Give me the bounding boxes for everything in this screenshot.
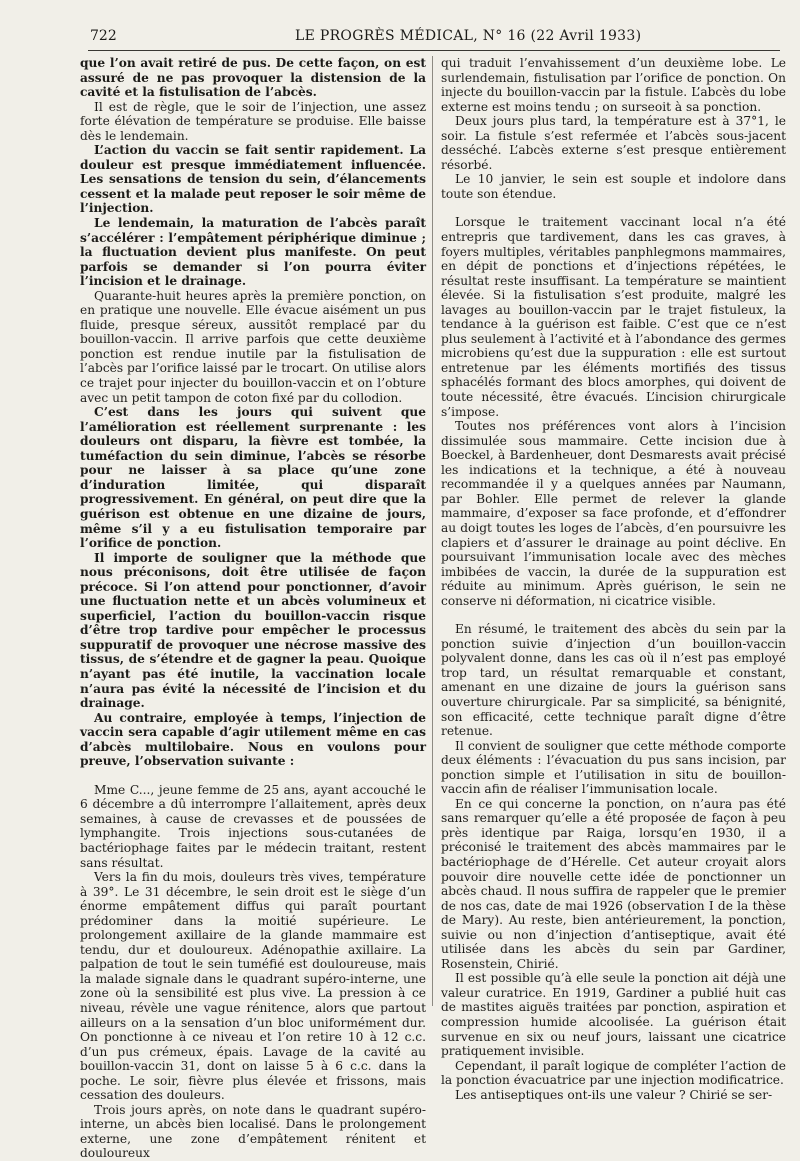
page-header bbox=[90, 28, 780, 46]
paragraph: Les antiseptiques ont-ils une valeur ? Chirié se ser- bbox=[455, 1087, 773, 1102]
paragraph: Il importe de souligner que la méthode que nous préconisons, doit être utilisée de façon précoce. Si l’on attend pour ponctionner, d’avoir une fluctuation nette et un abcès volumineux et superficiel, l’action du bouillon-vaccin risque d’être trop tardive pour empêcher le processus suppuratif de provoquer une nécrose massive des tissus, de s’étendre et de gagner la peau. Quoique n’ayant pas été inutile, la vaccination locale n’aura pas évité la nécessité de l’incision et du drainage. bbox=[80, 550, 426, 711]
running-head: LE PROGRÈS MÉDICAL, N° 16 (22 Avril 1933) bbox=[295, 28, 642, 44]
column-divider bbox=[432, 56, 433, 1006]
paragraph: Cependant, il paraît logique de compléter l’action de la ponction évacuatrice par une injection modificatrice. bbox=[441, 1058, 786, 1088]
observation-paragraph: qui traduit l’envahissement d’un deuxième lobe. Le surlendemain, fistulisation par l’orifice de ponction. On injecte du bouillon-vaccin par la fistule. L’abcès du lobe externe est moins tendu ; on surseoit à sa ponction. bbox=[441, 56, 786, 114]
paragraph: Lorsque le traitement vaccinant local n’a été entrepris que tardivement, dans les cas graves, à foyers multiples, véritables panphlegmons mammaires, en dépit de ponctions et d’injections répétées, le résultat reste insuffisant. La température se maintient élevée. Si la fistulisation s’est produite, malgré les lavages au bouillon-vaccin par le trajet fistuleux, la tendance à la guérison est faible. C’est que ce n’est plus seulement à l’activité et à l’abondance des germes microbiens qu’est due la suppuration : elle est surtout entretenue par les éléments mortifiés des tissus sphacélés formant des blocs amorphes, qui doivent de toute nécessité, être évacués. L’incision chirurgicale s’impose. bbox=[441, 215, 786, 419]
observation-paragraph: Vers la fin du mois, douleurs très vives, température à 39°. Le 31 décembre, le sein droit est le siège d’un énorme empâtement diffus qui paraît pourtant prédominer dans la moitié supérieure. Le prolongement axillaire de la glande mammaire est tendu, dur et douloureux. Adénopathie axillaire. La palpation de tout le sein tuméfié est douloureuse, mais la malade signale dans le quadrant supéro-interne, une zone où la sensibilité est plus vive. La pression à ce niveau, révèle une vague rénitence, alors que partout ailleurs on a la sensation d’un bloc uniformément dur. On ponctionne à ce niveau et l’on retire 10 à 12 c.c. d’un pus crémeux, épais. Lavage de la cavité au bouillon-vaccin 31, dont on laisse 5 à 6 c.c. dans la poche. Le soir, fièvre plus élevée et frissons, mais cessation des douleurs. bbox=[80, 870, 426, 1103]
paragraph: Toutes nos préférences vont alors à l’incision dissimulée sous mammaire. Cette incision due à Boeckel, à Bardenheuer, dont Desmarests avait précisé les indications et la technique, a été à nouveau recommandée il y a quelques années par Naumann, par Bohler. Elle permet de relever la glande mammaire, d’exposer sa face profonde, et d’effondrer au doigt toutes les loges de l’abcès, d’en poursuivre les clapiers et d’assurer le drainage au point déclive. En poursuivant l’immunisation locale avec des mèches imbibées de vaccin, la durée de la suppuration est réduite au minimum. Après guérison, le sein ne conserve ni déformation, ni cicatrice visible. bbox=[441, 419, 786, 608]
paragraph: Le lendemain, la maturation de l’abcès paraît s’accélérer : l’empâtement périphérique diminue ; la fluctuation devient plus manifeste. On peut parfois se demander si l’on pourra éviter l’incision et le drainage. bbox=[80, 216, 426, 289]
observation-paragraph: Mme C..., jeune femme de 25 ans, ayant accouché le 6 décembre a dû interrompre l’allaitement, après deux semaines, à cause de crevasses et de poussées de lymphangite. Trois injections sous-cutanées de bactériophage faites par le médecin traitant, restent sans résultat. bbox=[80, 782, 426, 870]
paragraph: C’est dans les jours qui suivent que l’amélioration est réellement surprenante : les douleurs ont disparu, la fièvre est tombée, la tuméfaction du sein diminue, l’abcès se résorbe pour ne laisser à sa place qu’une zone d’induration limitée, qui disparaît progressivement. En général, on peut dire que la guérison est obtenue en une dizaine de jours, même s’il y a eu fistulisation temporaire par l’orifice de ponction. bbox=[80, 405, 426, 551]
paragraph: L’action du vaccin se fait sentir rapidement. La douleur est presque immédiatement influencée. Les sensations de tension du sein, d’élancements cessent et la malade peut reposer le soir même de l’injection. bbox=[80, 143, 426, 216]
page-number: 722 bbox=[90, 28, 117, 44]
paragraph: En résumé, le traitement des abcès du sein par la ponction suivie d’injection d’un bouillon-vaccin polyvalent donne, dans les cas où il n’est pas employé trop tard, un résultat remarquable et constant, amenant en une dizaine de jours la guérison sans ouverture chirurgicale. Par sa simplicité, sa bénignité, son efficacité, cette technique paraît digne d’être retenue. bbox=[441, 622, 786, 739]
observation-paragraph: Trois jours après, on note dans le quadrant supéro-interne, un abcès bien localisé. Dans le prolongement externe, une zone d’empâtement rénitent et douloureux bbox=[80, 1102, 426, 1161]
paragraph: Quarante-huit heures après la première ponction, on en pratique une nouvelle. Elle évacue aisément un pus fluide, presque séreux, aussitôt remplacé par du bouillon-vaccin. Il arrive parfois que cette deuxième ponction est rendue inutile par la fistulisation de l’abcès par l’orifice laissé par le trocart. On utilise alors ce trajet pour injecter du bouillon-vaccin et on l’obture avec un petit tampon de coton fixé par du collodion. bbox=[80, 288, 426, 405]
paragraph: Il est possible qu’à elle seule la ponction ait déjà une valeur curatrice. En 1919, Gardiner a publié huit cas de mastites aiguës traitées par ponction, aspiration et compression humide alcoolisée. La guérison était survenue en six ou neuf jours, laissant une cicatrice pratiquement invisible. bbox=[441, 971, 786, 1059]
paragraph: Il convient de souligner que cette méthode comporte deux éléments : l’évacuation du pus sans incision, par ponction simple et l’utilisation in situ de bouillon-vaccin afin de réaliser l’immunisation locale. bbox=[441, 738, 786, 797]
paragraph: que l’on avait retiré de pus. De cette façon, on est assuré de ne pas provoquer la distension de la cavité et la fistulisation de l’abcès. bbox=[80, 56, 426, 100]
observation-paragraph: Le 10 janvier, le sein est souple et indolore dans toute son étendue. bbox=[441, 172, 786, 201]
paragraph: En ce qui concerne la ponction, on n’aura pas été sans remarquer qu’elle a été proposée de façon à peu près identique par Raiga, lorsqu’en 1930, il a préconisé le traitement des abcès mammaires par le bactériophage de d’Hérelle. Cet auteur croyait alors pouvoir dire nouvelle cette idée de ponctionner un abcès chaud. Il nous suffira de rappeler que le premier de nos cas, date de mai 1926 (observation I de la thèse de Mary). Au reste, bien antérieurement, la ponction, suivie ou non d’injection d’antiseptique, avait été utilisée dans les abcès du sein par Gardiner, Rosenstein, Chirié. bbox=[441, 796, 786, 971]
right-column bbox=[441, 56, 786, 1102]
paragraph: Il est de règle, que le soir de l’injection, une assez forte élévation de température se produise. Elle baisse dès le lendemain. bbox=[80, 99, 426, 143]
header-rule bbox=[88, 50, 780, 51]
observation-paragraph: Deux jours plus tard, la température est à 37°1, le soir. La fistule s’est refermée et l’abcès sous-jacent desséché. L’abcès externe s’est presque entièrement résorbé. bbox=[441, 114, 786, 172]
left-column bbox=[80, 56, 426, 1161]
paragraph: Au contraire, employée à temps, l’injection de vaccin sera capable d’agir utilement même en cas d’abcès multilobaire. Nous en voulons pour preuve, l’observation suivante : bbox=[80, 710, 426, 769]
